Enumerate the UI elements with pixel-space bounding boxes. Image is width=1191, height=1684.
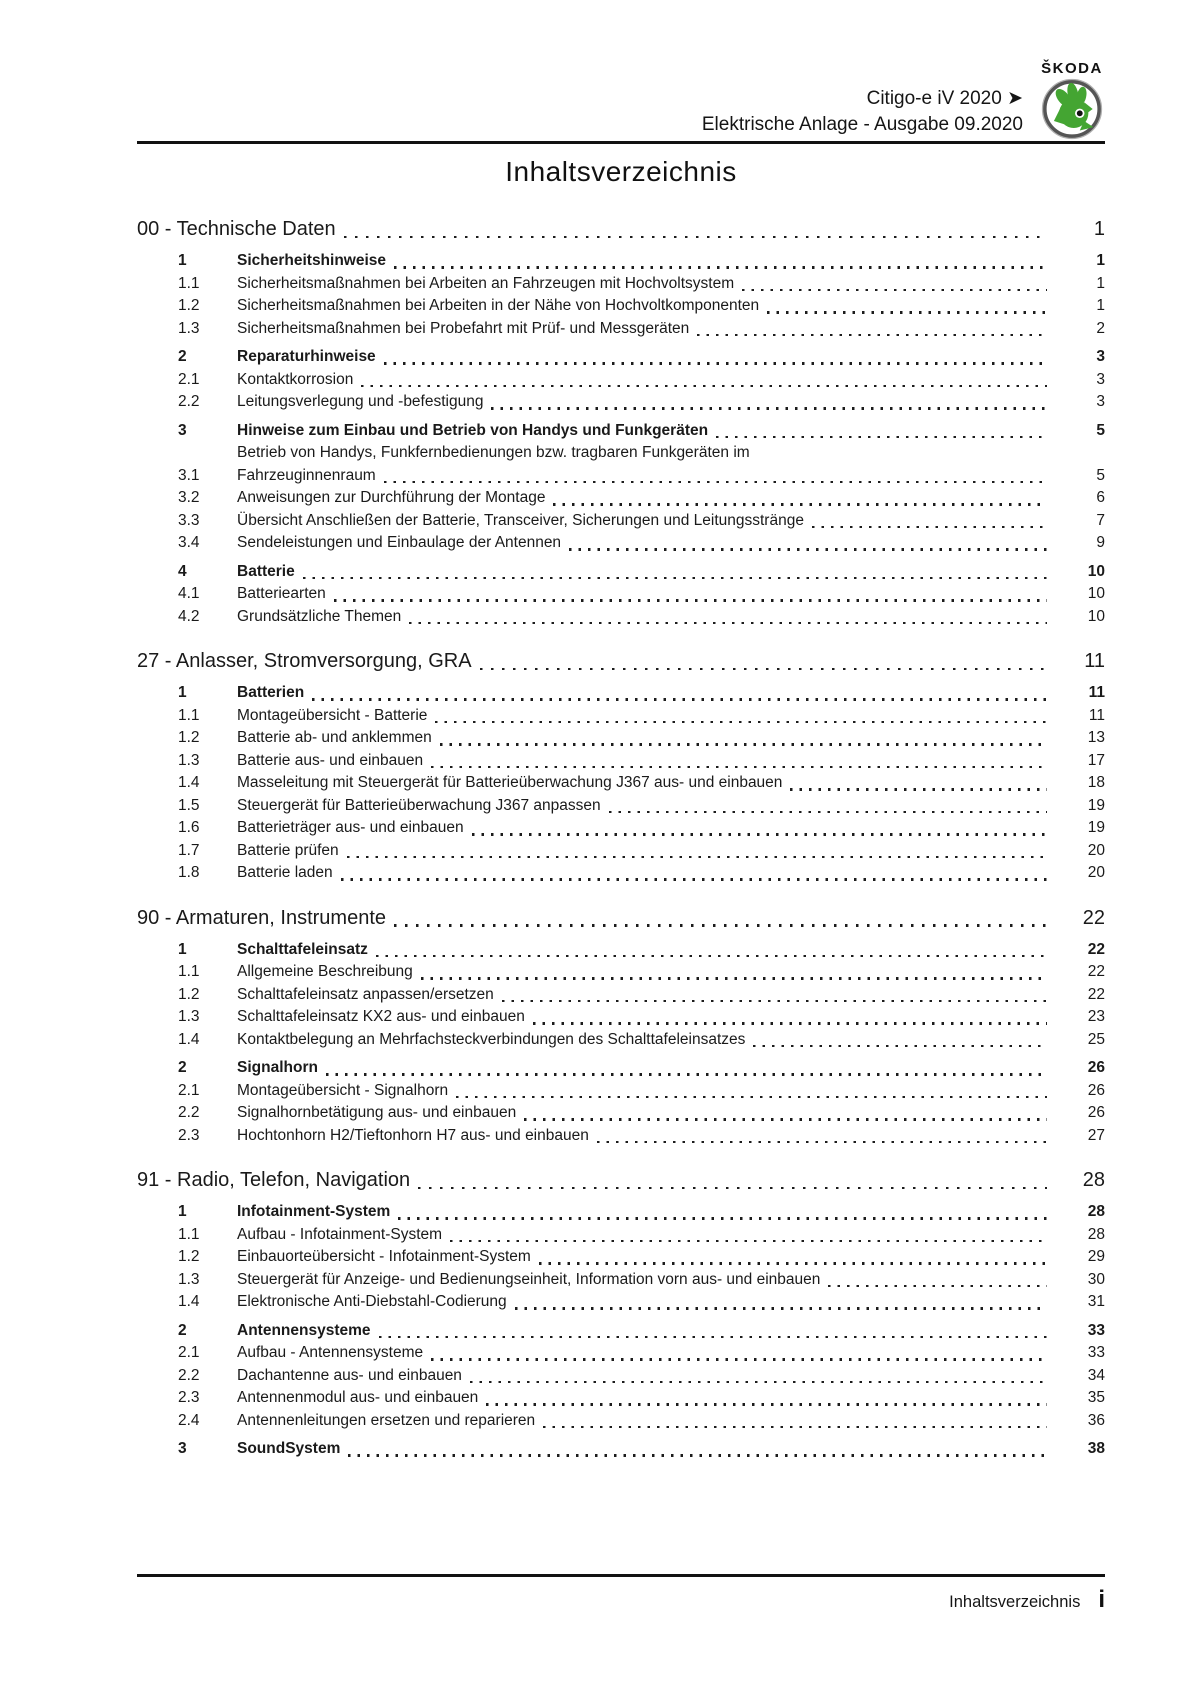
toc-entry[interactable]	[137, 1410, 1105, 1433]
dot-leader	[515, 1307, 1047, 1309]
entry-title: Infotainment-System	[237, 1203, 391, 1220]
header-model-line: Citigo-e iV 2020 ➤	[866, 88, 1023, 109]
dot-leader	[486, 1403, 1047, 1405]
dot-leader	[609, 811, 1047, 813]
dot-leader	[344, 236, 1047, 238]
dot-leader	[742, 289, 1047, 291]
entry-number: 2.1	[178, 1344, 200, 1361]
toc-entry[interactable]	[137, 682, 1105, 705]
footer-divider	[137, 1574, 1105, 1577]
entry-title: Übersicht Anschließen der Batterie, Transceiver, Sicherungen und Leitungsstränge	[237, 511, 804, 529]
entry-number: 1	[178, 940, 187, 958]
entry-page-number: 30	[1087, 1270, 1105, 1288]
entry-title: Batterie ab- und anklemmen	[237, 729, 432, 746]
dot-leader	[431, 766, 1047, 768]
dot-leader	[480, 668, 1047, 670]
entry-number: 1.3	[178, 751, 200, 769]
entry-page-number: 38	[1087, 1440, 1105, 1457]
dot-leader	[421, 977, 1047, 979]
dot-leader	[435, 721, 1047, 723]
page-header	[702, 86, 1023, 138]
entry-number: 1.1	[178, 706, 200, 724]
entry-page-number: 36	[1087, 1411, 1105, 1429]
entry-title: Hochtonhorn H2/Tieftonhorn H7 aus- und einbauen	[237, 1126, 589, 1144]
dot-leader	[384, 481, 1047, 483]
entry-page-number: 6	[1096, 489, 1105, 506]
entry-title: Sicherheitsmaßnahmen bei Probefahrt mit Prüf- und Messgeräten	[237, 319, 690, 337]
entry-number: 1.3	[178, 1008, 200, 1025]
entry-page-number: 7	[1096, 511, 1105, 529]
dot-leader	[533, 1022, 1047, 1024]
dot-leader	[376, 955, 1047, 957]
entry-page-number: 22	[1087, 985, 1105, 1003]
dot-leader	[379, 1336, 1047, 1338]
dot-leader	[543, 1426, 1047, 1428]
entry-title: Anweisungen zur Durchführung der Montage	[237, 489, 546, 506]
entry-number: 1.4	[178, 1030, 200, 1048]
entry-title: Montageübersicht - Signalhorn	[237, 1081, 449, 1099]
dot-leader	[472, 833, 1047, 835]
entry-title: Aufbau - Antennensysteme	[237, 1344, 424, 1361]
dot-leader	[341, 878, 1047, 880]
entry-page-number: 11	[1088, 684, 1105, 701]
toc-entry[interactable]	[137, 561, 1105, 584]
dot-leader	[312, 698, 1047, 700]
entry-page-number: 27	[1087, 1126, 1105, 1144]
dot-leader	[539, 1262, 1047, 1264]
entry-page-number: 10	[1087, 585, 1105, 602]
entry-number: 2.1	[178, 370, 200, 388]
dot-leader	[384, 362, 1047, 364]
entry-title: Reparaturhinweise	[237, 348, 376, 365]
entry-number: 2.3	[178, 1126, 200, 1144]
toc-entry[interactable]	[137, 705, 1105, 728]
entry-page-number: 22	[1087, 940, 1105, 958]
toc-entry[interactable]	[137, 840, 1105, 863]
entry-title	[237, 442, 1053, 487]
entry-title: Schalttafeleinsatz	[237, 940, 368, 958]
toc-entry[interactable]	[137, 1125, 1105, 1148]
toc-chapter	[137, 646, 1105, 885]
entry-number: 1.2	[178, 1248, 200, 1265]
entry-title: Schalttafeleinsatz KX2 aus- und einbauen	[237, 1008, 525, 1025]
entry-number: 1.4	[178, 1293, 200, 1310]
footer-page-number: i	[1098, 1586, 1105, 1613]
entry-title: Steuergerät für Batterieüberwachung J367 anpassen	[237, 796, 601, 814]
entry-title: Batterie aus- und einbauen	[237, 751, 424, 769]
entry-number: 1.7	[178, 841, 200, 859]
toc-entry[interactable]	[137, 487, 1105, 510]
toc-entry[interactable]	[137, 1246, 1105, 1269]
entry-number: 1.6	[178, 819, 200, 836]
toc-entry[interactable]	[137, 1320, 1105, 1343]
entry-page-number: 2	[1096, 319, 1105, 337]
entry-page-number: 35	[1087, 1389, 1105, 1406]
entry-number: 1	[178, 1203, 187, 1220]
dot-leader	[303, 577, 1047, 579]
toc-chapter	[137, 214, 1105, 628]
entry-title: Kontaktkorrosion	[237, 370, 354, 388]
dot-leader	[524, 1118, 1047, 1120]
dot-leader	[347, 856, 1047, 858]
entry-number: 3.2	[178, 489, 200, 506]
chapter-page-number: 11	[1084, 650, 1105, 672]
toc-entry[interactable]	[137, 369, 1105, 392]
dot-leader	[326, 1073, 1047, 1075]
entry-title: Schalttafeleinsatz anpassen/ersetzen	[237, 985, 494, 1003]
page-title: Inhaltsverzeichnis	[505, 156, 737, 187]
entry-title: Antennensysteme	[237, 1321, 371, 1339]
toc-entry[interactable]	[137, 391, 1105, 414]
entry-title: Dachantenne aus- und einbauen	[237, 1366, 462, 1384]
toc-entry[interactable]	[137, 318, 1105, 341]
skoda-logo	[1036, 60, 1108, 140]
entry-number: 2	[178, 1321, 187, 1339]
chapter-title: 00 - Technische Daten	[137, 218, 336, 240]
toc-entry[interactable]	[137, 961, 1105, 984]
entry-page-number: 31	[1087, 1293, 1105, 1310]
entry-number: 1	[178, 252, 187, 269]
toc-entry[interactable]	[137, 250, 1105, 273]
toc-entry[interactable]	[137, 862, 1105, 885]
entry-number: 1	[178, 684, 187, 701]
toc-entry[interactable]	[137, 1102, 1105, 1125]
dot-leader	[502, 1000, 1047, 1002]
entry-number: 2.1	[178, 1081, 200, 1099]
chapter-page-number: 1	[1093, 218, 1105, 240]
toc-entry[interactable]	[137, 510, 1105, 533]
skoda-winged-arrow-icon	[1041, 78, 1103, 140]
entry-page-number: 3	[1096, 370, 1105, 388]
dot-leader	[828, 1285, 1047, 1287]
entry-number: 3	[178, 421, 187, 439]
entry-number: 2.4	[178, 1411, 200, 1429]
toc-entry[interactable]	[137, 583, 1105, 606]
chapter-title: 27 - Anlasser, Stromversorgung, GRA	[137, 650, 472, 672]
entry-title: Signalhorn	[237, 1059, 318, 1076]
entry-page-number: 1	[1096, 252, 1105, 269]
entry-page-number: 13	[1087, 729, 1105, 746]
entry-number: 1.1	[178, 274, 200, 292]
entry-title: Batterie laden	[237, 864, 333, 881]
entry-number: 2.2	[178, 1366, 200, 1384]
entry-title: Batteriearten	[237, 585, 326, 602]
dot-leader	[440, 743, 1047, 745]
entry-number: 3	[178, 1440, 187, 1457]
toc-entry[interactable]	[137, 727, 1105, 750]
entry-page-number: 19	[1087, 796, 1105, 814]
entry-title: Kontaktbelegung an Mehrfachsteckverbindungen des Schalttafeleinsatzes	[237, 1030, 746, 1048]
entry-title: Batterie prüfen	[237, 841, 339, 859]
entry-page-number: 9	[1096, 534, 1105, 551]
toc-entry[interactable]	[137, 1201, 1105, 1224]
entry-number: 1.1	[178, 963, 200, 980]
entry-title: Montageübersicht - Batterie	[237, 706, 428, 724]
toc-entry[interactable]	[137, 1057, 1105, 1080]
entry-page-number: 26	[1087, 1059, 1105, 1076]
toc-chapter-heading[interactable]	[137, 214, 1105, 244]
footer-label: Inhaltsverzeichnis	[949, 1593, 1081, 1611]
entry-page-number: 3	[1096, 348, 1105, 365]
toc-entry[interactable]	[137, 1342, 1105, 1365]
entry-number: 1.3	[178, 1270, 200, 1288]
entry-title-line: Betrieb von Handys, Funkfernbedienungen bzw. tragbaren Funkgeräten im	[237, 444, 750, 461]
toc-entry[interactable]	[137, 273, 1105, 296]
entry-title: Sendeleistungen und Einbaulage der Antennen	[237, 534, 562, 551]
entry-title: Masseleitung mit Steuergerät für Batterieüberwachung J367 aus- und einbauen	[237, 774, 783, 791]
entry-title: Batterien	[237, 684, 305, 701]
entry-number: 2.2	[178, 393, 200, 410]
entry-title: Sicherheitsmaßnahmen bei Arbeiten in der Nähe von Hochvoltkomponenten	[237, 297, 760, 314]
dot-leader	[394, 924, 1047, 926]
toc-entry[interactable]	[137, 1080, 1105, 1103]
dot-leader	[334, 599, 1047, 601]
toc-entry[interactable]	[137, 984, 1105, 1007]
entry-page-number: 5	[1096, 466, 1105, 484]
entry-page-number: 25	[1087, 1030, 1105, 1048]
entry-number: 3.1	[178, 466, 200, 484]
toc-entry[interactable]	[137, 442, 1105, 487]
entry-title: Hinweise zum Einbau und Betrieb von Handys und Funkgeräten	[237, 421, 709, 439]
entry-page-number: 28	[1087, 1203, 1105, 1220]
toc-entry[interactable]	[137, 1365, 1105, 1388]
dot-leader	[812, 526, 1047, 528]
entry-page-number: 26	[1087, 1081, 1105, 1099]
entry-page-number: 18	[1087, 774, 1105, 791]
entry-number: 1.4	[178, 774, 200, 791]
dot-leader	[753, 1045, 1047, 1047]
toc-entry[interactable]	[137, 1291, 1105, 1314]
entry-page-number: 28	[1087, 1225, 1105, 1243]
entry-number: 2.2	[178, 1104, 200, 1121]
toc-entry[interactable]	[137, 346, 1105, 369]
entry-number: 1.8	[178, 864, 200, 881]
entry-title: Elektronische Anti-Diebstahl-Codierung	[237, 1293, 507, 1310]
entry-number: 1.1	[178, 1225, 200, 1243]
entry-page-number: 29	[1087, 1248, 1105, 1265]
entry-title: Steuergerät für Anzeige- und Bedienungseinheit, Information vorn aus- und einbauen	[237, 1270, 821, 1288]
entry-title: Batterie	[237, 562, 295, 580]
entry-number: 1.2	[178, 297, 200, 314]
toc-entry[interactable]	[137, 1029, 1105, 1052]
entry-number: 3.4	[178, 534, 200, 551]
toc-entry[interactable]	[137, 532, 1105, 555]
entry-number: 1.2	[178, 729, 200, 746]
entry-number: 3.3	[178, 511, 200, 529]
entry-title: Allgemeine Beschreibung	[237, 963, 413, 980]
toc-entry[interactable]	[137, 750, 1105, 773]
dot-leader	[431, 1358, 1047, 1360]
entry-title: Einbauorteübersicht - Infotainment-System	[237, 1248, 531, 1265]
dot-leader	[361, 385, 1047, 387]
toc-entry[interactable]	[137, 795, 1105, 818]
toc-entry[interactable]	[137, 939, 1105, 962]
toc-entry[interactable]	[137, 1269, 1105, 1292]
dot-leader	[409, 622, 1047, 624]
toc-entry[interactable]	[137, 817, 1105, 840]
entry-title: Sicherheitshinweise	[237, 252, 387, 269]
entry-number: 2	[178, 1059, 187, 1076]
entry-title: Leitungsverlegung und -befestigung	[237, 393, 484, 410]
dot-leader	[697, 334, 1047, 336]
entry-page-number: 5	[1096, 421, 1105, 439]
toc-entry[interactable]	[137, 295, 1105, 318]
entry-page-number: 20	[1087, 864, 1105, 881]
table-of-contents	[137, 214, 1105, 1461]
dot-leader	[394, 266, 1047, 268]
toc-entry[interactable]	[137, 772, 1105, 795]
entry-number: 1.5	[178, 796, 200, 814]
entry-title: SoundSystem	[237, 1440, 341, 1457]
entry-page-number: 34	[1087, 1366, 1105, 1384]
entry-page-number: 33	[1087, 1344, 1105, 1361]
dot-leader	[553, 503, 1047, 505]
dot-leader	[456, 1096, 1047, 1098]
page-footer	[949, 1586, 1105, 1614]
dot-leader	[398, 1217, 1047, 1219]
dot-leader	[348, 1454, 1047, 1456]
dot-leader	[418, 1187, 1047, 1189]
entry-number: 1.2	[178, 985, 200, 1003]
entry-title-text: Fahrzeuginnenraum	[237, 466, 376, 484]
entry-page-number: 10	[1087, 607, 1105, 625]
entry-page-number: 3	[1096, 393, 1105, 410]
entry-page-number: 26	[1087, 1104, 1105, 1121]
dot-leader	[491, 407, 1047, 409]
header-divider	[137, 141, 1105, 144]
toc-entry[interactable]	[137, 1006, 1105, 1029]
header-doc-line: Elektrische Anlage - Ausgabe 09.2020	[701, 114, 1023, 135]
dot-leader	[470, 1381, 1047, 1383]
entry-title: Aufbau - Infotainment-System	[237, 1225, 443, 1243]
chapter-page-number: 28	[1082, 1169, 1105, 1191]
dot-leader	[790, 788, 1047, 790]
entry-page-number: 10	[1087, 562, 1105, 580]
entry-number: 4	[178, 562, 187, 580]
entry-page-number: 1	[1096, 297, 1105, 314]
entry-page-number: 11	[1088, 706, 1105, 724]
entry-number: 4.1	[178, 585, 200, 602]
toc-chapter-heading[interactable]	[137, 646, 1105, 676]
entry-page-number: 23	[1087, 1008, 1105, 1025]
entry-title: Sicherheitsmaßnahmen bei Arbeiten an Fahrzeugen mit Hochvoltsystem	[237, 274, 735, 292]
dot-leader	[597, 1141, 1047, 1143]
toc-chapter-heading[interactable]	[137, 1165, 1105, 1195]
dot-leader	[450, 1240, 1047, 1242]
toc-entry[interactable]	[137, 1387, 1105, 1410]
entry-title: Grundsätzliche Themen	[237, 607, 402, 625]
entry-page-number: 19	[1087, 819, 1105, 836]
dot-leader	[569, 548, 1047, 550]
entry-number: 2.3	[178, 1389, 200, 1406]
chapter-title: 90 - Armaturen, Instrumente	[137, 906, 387, 929]
entry-page-number: 17	[1087, 751, 1105, 769]
dot-leader	[767, 311, 1047, 313]
toc-chapter	[137, 1165, 1105, 1461]
chapter-page-number: 22	[1082, 906, 1105, 929]
toc-entry[interactable]	[137, 420, 1105, 443]
toc-chapter	[137, 903, 1105, 1148]
entry-title: Signalhornbetätigung aus- und einbauen	[237, 1104, 517, 1121]
toc-entry[interactable]	[137, 1438, 1105, 1461]
entry-page-number: 20	[1087, 841, 1105, 859]
chapter-title: 91 - Radio, Telefon, Navigation	[137, 1169, 411, 1191]
entry-title: Antennenmodul aus- und einbauen	[237, 1389, 479, 1406]
toc-entry[interactable]	[137, 1224, 1105, 1247]
entry-page-number: 33	[1087, 1321, 1105, 1339]
entry-number: 1.3	[178, 319, 200, 337]
entry-number: 4.2	[178, 607, 200, 625]
toc-entry[interactable]	[137, 606, 1105, 629]
entry-page-number: 1	[1096, 274, 1105, 292]
toc-chapter-heading[interactable]	[137, 903, 1105, 933]
entry-title: Antennenleitungen ersetzen und reparieren	[237, 1411, 536, 1429]
dot-leader	[716, 436, 1047, 438]
entry-page-number: 22	[1087, 963, 1105, 980]
entry-title: Batterieträger aus- und einbauen	[237, 819, 464, 836]
entry-title-line	[237, 465, 1053, 488]
skoda-wordmark: ŠKODA	[1041, 60, 1103, 77]
entry-number: 2	[178, 348, 187, 365]
